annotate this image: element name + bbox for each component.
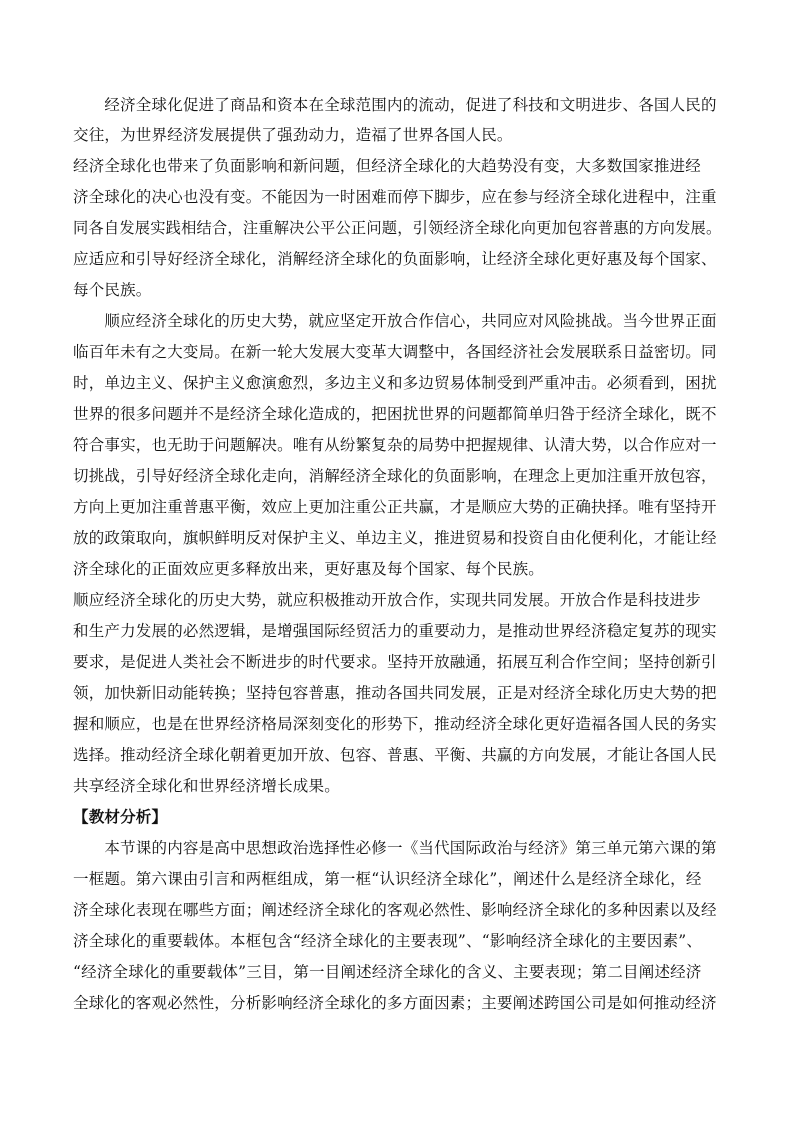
text-line: 济全球化的重要载体。本框包含“经济全球化的主要表现”、“影响经济全球化的主要因素”、	[73, 932, 703, 950]
text-line: 符合事实，也无助于问题解决。唯有从纷繁复杂的局势中把握规律、认清大势，以合作应对一	[73, 436, 717, 454]
text-line: 每个民族。	[73, 281, 152, 299]
text-line: 本节课的内容是高中思想政治选择性必修一《当代国际政治与经济》第三单元第六课的第	[73, 839, 717, 857]
text-line: 领，加快新旧动能转换；坚持包容普惠，推动各国共同发展，正是对经济全球化历史大势的把	[73, 684, 717, 702]
text-line: 应适应和引导好经济全球化，消解经济全球化的负面影响，让经济全球化更好惠及每个国家、	[73, 250, 717, 268]
text-line: 切挑战，引导好经济全球化走向，消解经济全球化的负面影响，在理念上更加注重开放包容，	[73, 467, 717, 485]
text-line: 临百年未有之大变局。在新一轮大发展大变革大调整中，各国经济社会发展联系日益密切。同	[73, 343, 717, 361]
text-line: 选择。推动经济全球化朝着更加开放、包容、普惠、平衡、共赢的方向发展，才能让各国人民	[73, 746, 717, 764]
text-line: 时，单边主义、保护主义愈演愈烈，多边主义和多边贸易体制受到严重冲击。必须看到，困扰	[73, 374, 717, 392]
text-line: 交往，为世界经济发展提供了强劲动力，造福了世界各国人民。	[73, 126, 513, 144]
text-line: 一框题。第六课由引言和两框组成，第一框“认识经济全球化”，阐述什么是经济全球化，经	[73, 870, 702, 888]
text-line: 要求，是促进人类社会不断进步的时代要求。坚持开放融通，拓展互利合作空间；坚持创新引	[73, 653, 717, 671]
text-line: 全球化的客观必然性，分析影响经济全球化的多方面因素；主要阐述跨国公司是如何推动经济	[73, 994, 717, 1012]
text-line: 经济全球化也带来了负面影响和新问题，但经济全球化的大趋势没有变，大多数国家推进经	[73, 157, 702, 175]
text-line: 顺应经济全球化的历史大势，就应积极推动开放合作，实现共同发展。开放合作是科技进步	[73, 591, 702, 609]
text-line: 共享经济全球化和世界经济增长成果。	[73, 777, 340, 795]
text-line: 经济全球化促进了商品和资本在全球范围内的流动，促进了科技和文明进步、各国人民的	[73, 96, 717, 114]
text-line: 顺应经济全球化的历史大势，就应坚定开放合作信心，共同应对风险挑战。当今世界正面	[73, 312, 717, 330]
text-line: 放的政策取向，旗帜鲜明反对保护主义、单边主义，推进贸易和投资自由化便利化，才能让经	[73, 529, 717, 547]
text-line: “经济全球化的重要载体”三目，第一目阐述经济全球化的含义、主要表现；第二目阐述经济	[73, 963, 702, 981]
text-line: 握和顺应，也是在世界经济格局深刻变化的形势下，推动经济全球化更好造福各国人民的务实	[73, 715, 717, 733]
text-line: 世界的很多问题并不是经济全球化造成的，把困扰世界的问题都简单归咎于经济全球化，既不	[73, 405, 717, 423]
section-heading: 【教材分析】	[73, 807, 168, 826]
text-line: 和生产力发展的必然逻辑，是增强国际经贸活力的重要动力，是推动世界经济稳定复苏的现实	[73, 622, 717, 640]
text-line: 方向上更加注重普惠平衡，效应上更加注重公正共赢，才是顺应大势的正确抉择。唯有坚持开	[73, 498, 717, 516]
text-line: 同各自发展实践相结合，注重解决公平公正问题，引领经济全球化向更加包容普惠的方向发展。	[73, 219, 722, 237]
text-line: 济全球化的决心也没有变。不能因为一时困难而停下脚步，应在参与经济全球化进程中，注重	[73, 188, 717, 206]
text-line: 济全球化表现在哪些方面；阐述经济全球化的客观必然性、影响经济全球化的多种因素以及经	[73, 901, 717, 919]
text-line: 济全球化的正面效应更多释放出来，更好惠及每个国家、每个民族。	[73, 560, 545, 578]
